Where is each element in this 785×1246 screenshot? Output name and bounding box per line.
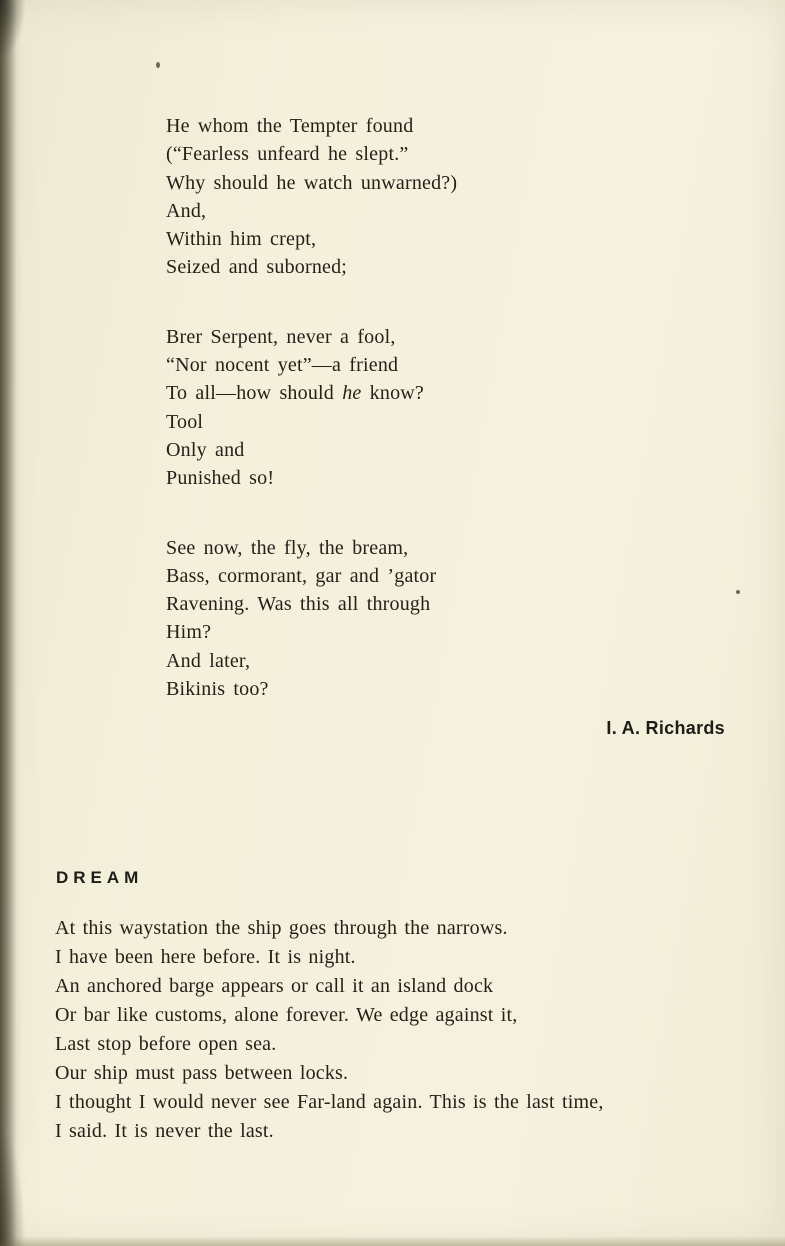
- poem-line: And later,: [166, 649, 251, 672]
- poem-line: Ravening. Was this all through: [166, 593, 431, 616]
- poem-line: Seized and suborned;: [166, 256, 348, 279]
- scan-speck: [736, 590, 740, 594]
- poem-line: Within him crept,: [166, 228, 317, 251]
- poem-line: At this waystation the ship goes through the narrows.: [55, 917, 508, 939]
- poem-attribution: I. A. Richards: [606, 718, 725, 738]
- poem-line-italic-word: he: [342, 382, 362, 405]
- poem-line: Bass, cormorant, gar and ’gator: [166, 564, 437, 587]
- page-bottom-shadow: [0, 1236, 785, 1246]
- poem-line: Bikinis too?: [166, 678, 269, 701]
- poem-line: And,: [166, 199, 207, 222]
- poem-line: Only and: [166, 438, 245, 461]
- spine-shadow: [0, 0, 22, 1246]
- poem-line: I thought I would never see Far-land again. This is the last time,: [55, 1091, 604, 1113]
- poem-line: Brer Serpent, never a fool,: [166, 325, 396, 348]
- poem-line: “Nor nocent yet”—a friend: [166, 354, 399, 377]
- poem-line: (“Fearless unfeard he slept.”: [166, 143, 409, 166]
- poem-line: An anchored barge appears or call it an island dock: [55, 975, 494, 997]
- poem-line: Our ship must pass between locks.: [55, 1062, 349, 1084]
- poem-first-body: [166, 112, 457, 703]
- poem-line: Why should he watch unwarned?): [166, 171, 458, 194]
- poem-line: Tool: [166, 410, 204, 433]
- poem-line: Him?: [166, 621, 212, 644]
- stanza: [166, 323, 457, 493]
- poem-line: He whom the Tempter found: [166, 115, 414, 137]
- stanza: [166, 112, 457, 282]
- poem-line: [166, 379, 457, 407]
- poem-line: I have been here before. It is night.: [55, 946, 356, 968]
- poem-line: See now, the fly, the bream,: [166, 536, 409, 559]
- stanza: [166, 534, 457, 704]
- poem-title: DREAM: [56, 868, 144, 887]
- poem-line: I said. It is never the last.: [55, 1120, 274, 1142]
- spine-shadow-top-corner: [0, 0, 26, 60]
- poem-line: Last stop before open sea.: [55, 1033, 277, 1055]
- poem-line: Or bar like customs, alone forever. We edge against it,: [55, 1004, 518, 1026]
- poem-line: Punished so!: [166, 467, 275, 490]
- poem-line-segment: know?: [361, 382, 425, 405]
- spine-shadow-bottom-corner: [0, 1126, 26, 1246]
- scan-speck: [156, 62, 160, 68]
- poem-line-segment: To all—how should: [166, 382, 343, 405]
- poem-second-body: [55, 914, 604, 1146]
